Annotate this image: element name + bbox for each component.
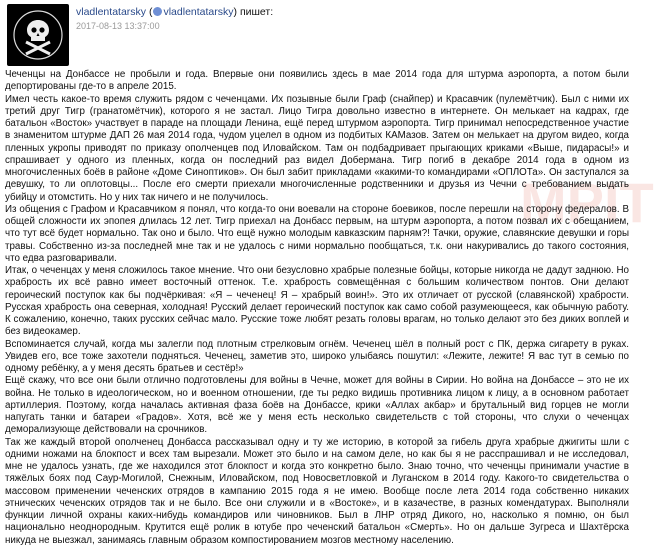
user-profile-icon xyxy=(153,7,162,16)
author-mention-link[interactable]: vladlentatarsky xyxy=(163,6,234,18)
post-verb: пишет xyxy=(239,6,271,18)
post-body xyxy=(5,69,629,547)
author-username-link[interactable]: vladlentatarsky xyxy=(76,6,147,18)
avatar[interactable] xyxy=(7,4,69,66)
paragraph: Вспоминается случай, когда мы залегли под плотным стрелковым огнём. Чеченец шёл в полный рост с ПК, держа сигарету в руках. Увидев его, все тоже захотели подняться. Чеченец, заметив это, широко улыбаясь пошутил: «Лежите, лежите! Я вас тут в семью по одному ребёнку, а у меня десять братьев и сестёр!» xyxy=(5,338,629,374)
post-timestamp[interactable]: 2017-08-13 13:37:00 xyxy=(76,21,160,31)
paragraph: Имел честь какое-то время служить рядом с чеченцами. Их позывные были Граф (снайпер) и Красавчик (пулемётчик). Был с ними их третий друг Тигр (гранатомётчик), которого я не застал. Лицо Тигра довольно известно в интернете. Он мелькает на кадрах, где батальон «Восток» участвует в параде на площади Ленина, ещё перед штурмом аэропорта. Тигр принимал непосредственное участие в знаменитом штурме ДАП 26 мая 2014 года, чудом уцелел в одном из подбитых КАМазов. Затем он мелькает на другом видео, когда пленных укропы приводят по приказу ополченцев под Иловайском. Там он подбадривает прыгающих криками «Выше, пидарасы!» и спрашивает у одного из пленных, когда он последний раз видел Добермана. Тигр погиб в декабре 2014 года в одном из многочисленных боёв в районе «Доме Синоптиков». Он был забит прикладами «какими-то командирами «ОПЛОТа». Он заступался за девушку, то ли оплотовцы... После его смерти приехали многочисленные родственники и друзья из Чечни с требованием выдать убийцу и отомстить. Но у них так ничего и не получилось. xyxy=(5,93,629,203)
paragraph: Ещё скажу, что все они были отлично подготовлены для войны в Чечне, может для войны в Сирии. Но война на Донбассе – это не их война. Не только в идеологическом, но и военном отношении, где ты редко видишь противника лицом к лицу, а в основном работает артиллерия. Поэтому, когда началась активная фаза боёв на Донбассе, крики «Аллах акбар» и брутальный вид горцев не могли напугать танки и батареи «Градов». Хотя, всё же у меня есть несколько свидетельств с той стороны, что слухи о чеченцах деморализующе действовали на срочников. xyxy=(5,375,629,436)
post-header: vladlentatarsky ( vladlentatarsky) пишет: 2017-08-13 13:37:00 xyxy=(76,5,630,31)
paragraph: Из общения с Графом и Красавчиком я понял, что когда-то они воевали на стороне боевиков, после перешли на сторону федералов. В общей сложности их эпопея длилась 12 лет. Тигр приехал на Донбасс первым, на штурм аэропорта, а потом позвал их с обещанием, что тут всё будет нормально. Так оно и было. Что ещё нужно молодым кавказским парням?! Тачки, оружие, славянские девушки и горы травы. Собственно из-за последней мне так и не удалось с ними нормально пообщаться, т.к. они накуривались до такого состояния, что едва разговаривали. xyxy=(5,203,629,264)
skull-crossbones-icon xyxy=(7,4,69,66)
paragraph: Так же каждый второй ополченец Донбасса рассказывал одну и ту же историю, в которой за гибель друга храбрые джигиты шли с одними ножами на блокпост и всех там вырезали. Может это было и на самом деле, но как бы я не расспрашивал и не исследовал, мне не удалось узнать, где же находился этот блокпост и когда это конкретно было. Знаю точно, что чеченцы принимали участие в тяжёлых боях под Саур-Могилой, Снежным, Иловайском, под Новосветловкой и Луганском в 2014 году. Какого-то свидетельства о массовом применении чеченских отрядов в кампанию 2015 года я не имею. Вообще после лета 2014 года собственно никаких этнических чеченских отрядов так и не было. Все они служили и в «Востоке», и в казачестве, в разных комендатурах. Выполняли функции личной охраны каких-нибудь командиров или чиновников. Был в ЛНР отряд Дикого, но, насколько я помню, он был национально неоднородным. Крутится ещё ролик в ютубе про чеченский батальон «Смерть». Но он дальше Зугреса и Шахтёрска никуда не выезжал, занимаясь главным образом компостированием мозгов местному населению. xyxy=(5,436,629,546)
paragraph: Чеченцы на Донбассе не пробыли и года. Впервые они появились здесь в мае 2014 года для штурма аэропорта, а потом были депортированы где-то в апреле 2015. xyxy=(5,69,629,93)
paragraph: Итак, о чеченцах у меня сложилось такое мнение. Что они безусловно храбрые полезные бойцы, которые никогда не дадут заднюю. Но храбрость их всё равно имеет восточный оттенок. Т.е. храбрость совмещённая с большим количеством понтов. Они делают героический поступок как бы подчёркивая: «Я – чеченец! Я – храбрый воин!». Это их отличает от русской (славянской) храбрости. Русская храбрость она северная, холодная! Русский делает героический поступок как само собой разумеющееся, как обычную работу. К сожалению, конечно, таких русских сейчас мало. Русские тоже любят резать головы врагам, но только делают это без диких воплей и без видеокамер. xyxy=(5,265,629,338)
watermark: MPIT xyxy=(520,171,654,234)
